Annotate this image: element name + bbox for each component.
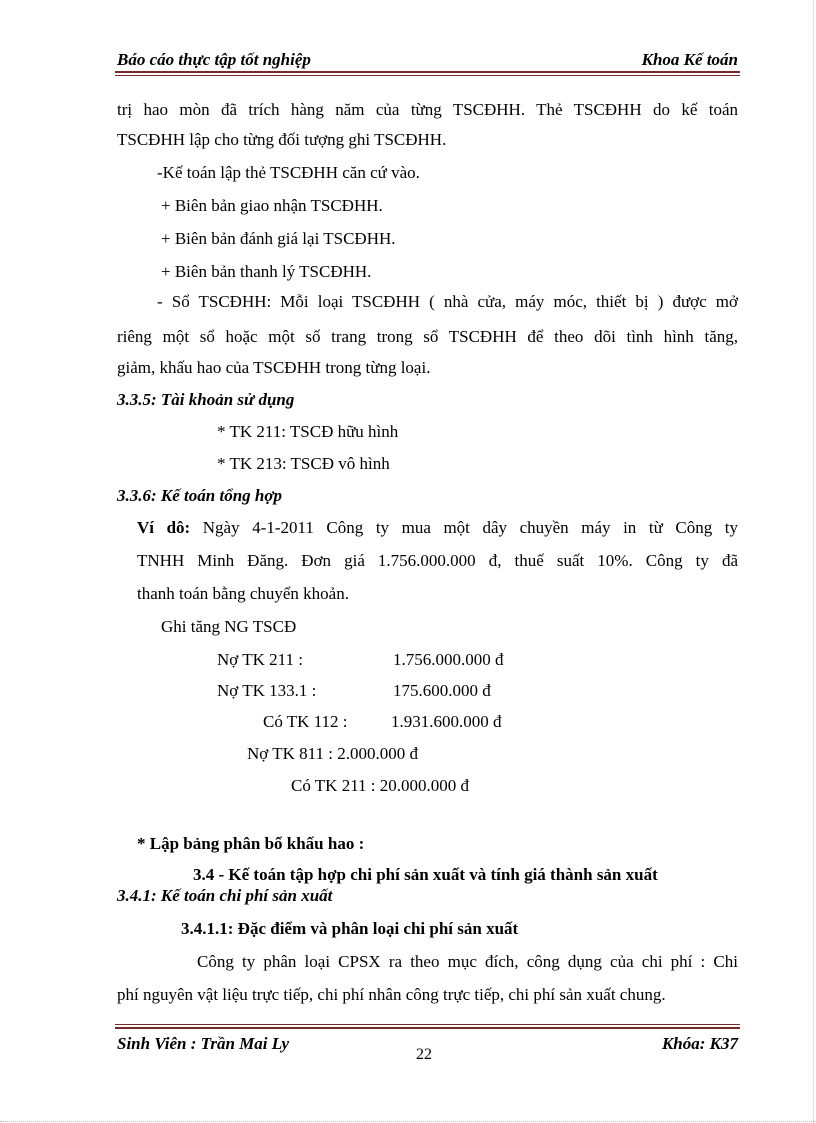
header-rule-top — [115, 71, 740, 73]
footer-right: Khóa: K37 — [661, 1034, 738, 1053]
body-para1-line2: TSCĐHH lập cho từng đối tượng ghi TSCĐHH. — [117, 130, 447, 149]
body-para1-line1: trị hao mòn đã trích hàng năm của từng TSCĐHH. Thẻ TSCĐHH do kế toán — [117, 100, 738, 119]
ledger-line2: riêng một sổ hoặc một số trang trong sổ TSCĐHH để theo dõi tình hình tăng, — [117, 327, 738, 346]
entry-amount: 175.600.000 đ — [393, 681, 491, 700]
entry-account: Nợ TK 211 : — [217, 650, 303, 669]
entry-title: Ghi tăng NG TSCĐ — [161, 617, 297, 636]
header-left: Báo cáo thực tập tốt nghiệp — [117, 50, 311, 69]
footer-left: Sinh Viên : Trần Mai Ly — [117, 1034, 290, 1053]
cost-para-line2: phí nguyên vật liệu trực tiếp, chi phí nhân công trực tiếp, chi phí sản xuất chung. — [117, 985, 666, 1004]
example-text: Ngày 4-1-2011 Công ty mua một dây chuyền máy in từ Công ty — [202, 518, 739, 537]
card-intro: -Kế toán lập thẻ TSCĐHH căn cứ vào. — [157, 163, 420, 182]
example-line3: thanh toán bằng chuyển khoản. — [137, 584, 349, 603]
section-heading-3-4-1-1: 3.4.1.1: Đặc điểm và phân loại chi phí sản xuất — [181, 919, 519, 938]
footer-rule-top — [115, 1024, 740, 1025]
header-right: Khoa Kế toán — [641, 50, 738, 69]
account-item: * TK 213: TSCĐ vô hình — [217, 454, 390, 473]
example-label: Ví dô: — [137, 518, 191, 537]
entry-amount: 1.756.000.000 đ — [393, 650, 504, 669]
page-number: 22 — [416, 1046, 432, 1063]
allocation-heading: * Lập bảng phân bổ khấu hao : — [137, 834, 365, 853]
account-item: * TK 211: TSCĐ hữu hình — [217, 422, 399, 441]
section-heading-3-3-5: 3.3.5: Tài khoản sử dụng — [117, 390, 295, 409]
entry-amount: 1.931.600.000 đ — [391, 712, 502, 731]
ledger-line1: - Sổ TSCĐHH: Mỗi loại TSCĐHH ( nhà cửa, máy móc, thiết bị ) được mở — [157, 292, 738, 311]
entry-account: Có TK 112 : — [263, 712, 348, 731]
entry-account: Nợ TK 133.1 : — [217, 681, 317, 700]
page-edge-right — [813, 0, 814, 1123]
card-item: + Biên bản đánh giá lại TSCĐHH. — [161, 229, 396, 248]
ledger-line3: giảm, khấu hao của TSCĐHH trong từng loại. — [117, 358, 431, 377]
footer-rule-bottom — [115, 1027, 740, 1029]
section-heading-3-4: 3.4 - Kế toán tập hợp chi phí sản xuất và tính giá thành sản xuất — [193, 865, 658, 884]
card-item: + Biên bản thanh lý TSCĐHH. — [161, 262, 372, 281]
header-rule-bottom — [115, 75, 740, 76]
section-heading-3-4-1: 3.4.1: Kế toán chi phí sản xuất — [117, 886, 333, 905]
example-line1 — [137, 518, 738, 538]
example-line2: TNHH Minh Đăng. Đơn giá 1.756.000.000 đ, thuế suất 10%. Công ty đã — [137, 551, 738, 570]
entry-combined: Nợ TK 811 : 2.000.000 đ — [247, 744, 418, 763]
entry-combined: Có TK 211 : 20.000.000 đ — [291, 776, 470, 795]
page-edge-bottom — [0, 1121, 816, 1122]
card-item: + Biên bản giao nhận TSCĐHH. — [161, 196, 383, 215]
section-heading-3-3-6: 3.3.6: Kế toán tổng hợp — [117, 486, 282, 505]
cost-para-line1: Công ty phân loại CPSX ra theo mục đích, công dụng của chi phí : Chi — [197, 952, 738, 971]
